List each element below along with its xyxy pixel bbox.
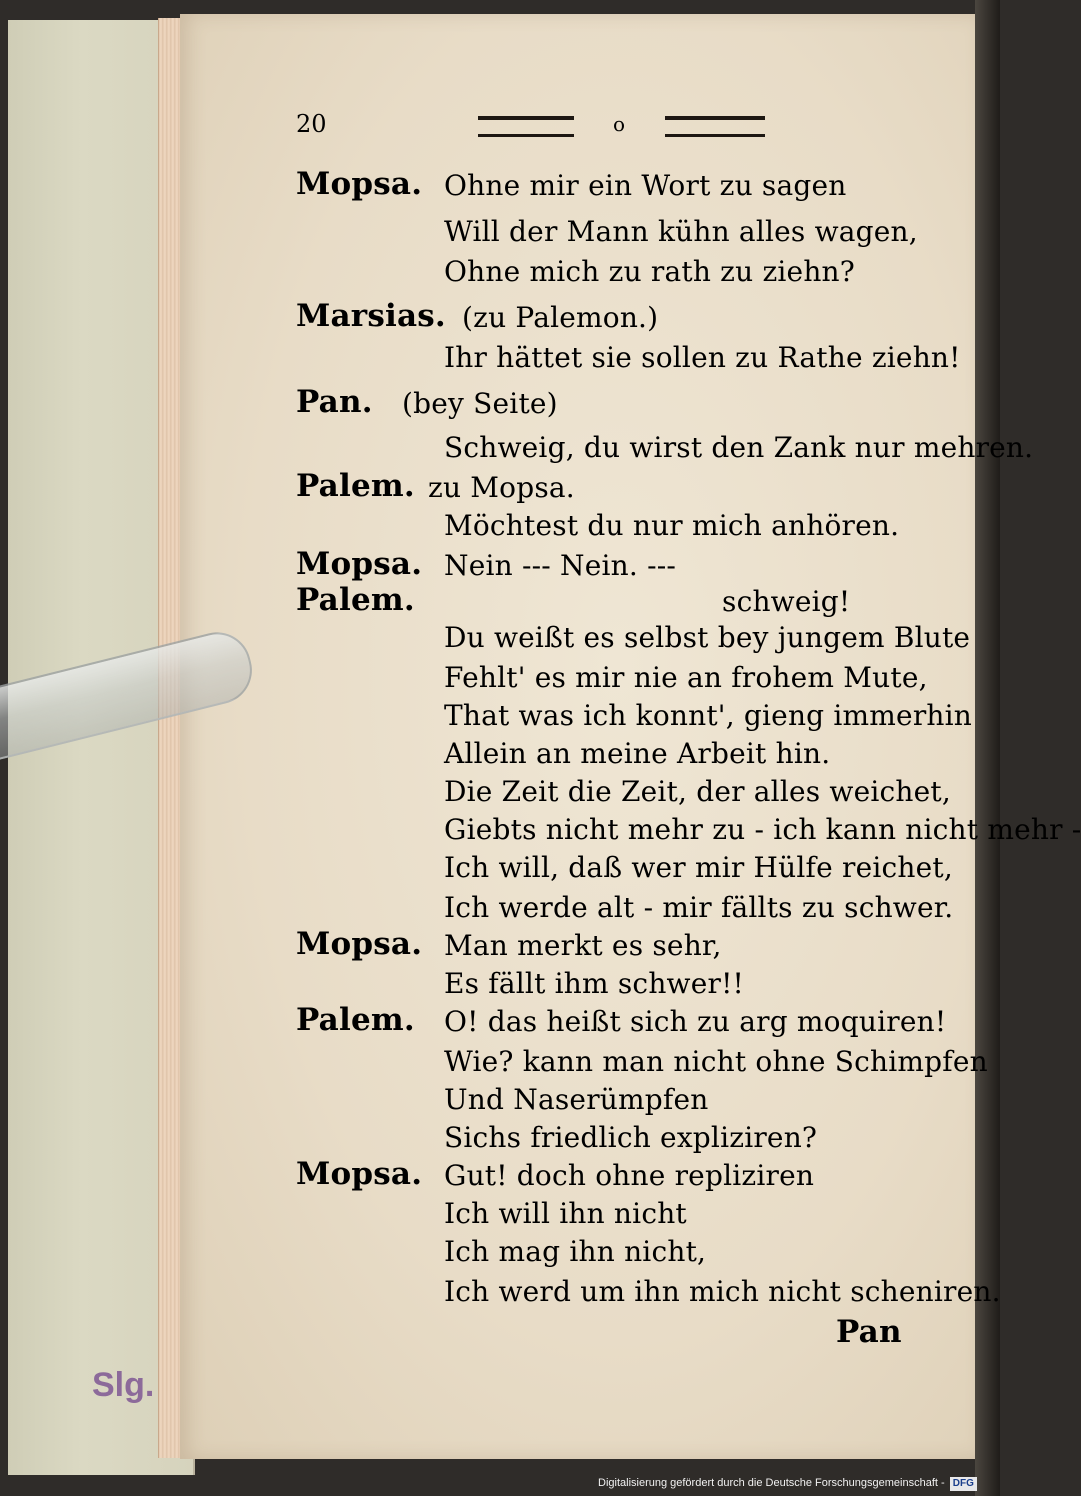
verse-line: Ich werd um ihn mich nicht scheniren. — [444, 1275, 1001, 1308]
verse-line: Giebts nicht mehr zu - ich kann nicht mehr - — [444, 813, 1081, 846]
header-rule-left — [478, 116, 574, 137]
verse-line: (bey Seite) — [402, 387, 558, 420]
verse-line: Sichs friedlich expliziren? — [444, 1121, 818, 1154]
verse-line: Du weißt es selbst bey jungem Blute — [444, 621, 971, 654]
library-stamp: Slg. — [92, 1366, 155, 1404]
speaker-name: Palem. — [296, 582, 415, 618]
verse-line: Wie? kann man nicht ohne Schimpfen — [444, 1045, 988, 1078]
verse-line: Es fällt ihm schwer!! — [444, 967, 744, 1000]
verse-line: Man merkt es sehr, — [444, 929, 722, 962]
verse-line: Will der Mann kühn alles wagen, — [444, 215, 918, 248]
verse-line: Allein an meine Arbeit hin. — [444, 737, 831, 770]
speaker-name: Mopsa. — [296, 166, 423, 202]
verse-line: Ich will ihn nicht — [444, 1197, 687, 1230]
verse-line: Ohne mir ein Wort zu sagen — [444, 169, 847, 202]
verse-line: (zu Palemon.) — [462, 301, 659, 334]
verse-line: Ich werde alt - mir fällts zu schwer. — [444, 891, 954, 924]
verse-line: That was ich konnt', gieng immerhin — [444, 699, 973, 732]
credit-text: Digitalisierung gefördert durch die Deutsche Forschungsgemeinschaft - — [598, 1477, 945, 1489]
verse-line: Die Zeit die Zeit, der alles weichet, — [444, 775, 951, 808]
speaker-name: Palem. — [296, 1002, 415, 1038]
verse-line: zu Mopsa. — [428, 471, 575, 504]
verse-line: Und Naserümpfen — [444, 1083, 709, 1116]
speaker-name: Pan. — [296, 384, 373, 420]
speaker-name: Mopsa. — [296, 926, 423, 962]
speaker-name: Palem. — [296, 468, 415, 504]
header-ornament-icon: o — [613, 112, 626, 136]
verse-line: Nein --- Nein. --- — [444, 549, 677, 582]
catchword: Pan — [836, 1314, 902, 1350]
speaker-name: Marsias. — [296, 298, 446, 334]
page-number: 20 — [296, 110, 327, 138]
verse-line: Gut! doch ohne repliziren — [444, 1159, 815, 1192]
speaker-name: Mopsa. — [296, 546, 423, 582]
verse-line: Ich mag ihn nicht, — [444, 1235, 707, 1268]
verse-line: Möchtest du nur mich anhören. — [444, 509, 900, 542]
verse-line: Schweig, du wirst den Zank nur mehren. — [444, 431, 1034, 464]
verse-line: Fehlt' es mir nie an frohem Mute, — [444, 661, 928, 694]
verse-line: Ohne mich zu rath zu ziehn? — [444, 255, 856, 288]
verse-line: schweig! — [722, 585, 851, 618]
header-rule-right — [665, 116, 765, 137]
verse-line: O! das heißt sich zu arg moquiren! — [444, 1005, 947, 1038]
digitization-credit — [598, 1474, 992, 1492]
speaker-name: Mopsa. — [296, 1156, 423, 1192]
verse-line: Ihr hättet sie sollen zu Rathe ziehn! — [444, 341, 961, 374]
dfg-logo: DFG — [950, 1477, 977, 1491]
right-dark-border — [975, 0, 1000, 1496]
verse-line: Ich will, daß wer mir Hülfe reichet, — [444, 851, 953, 884]
